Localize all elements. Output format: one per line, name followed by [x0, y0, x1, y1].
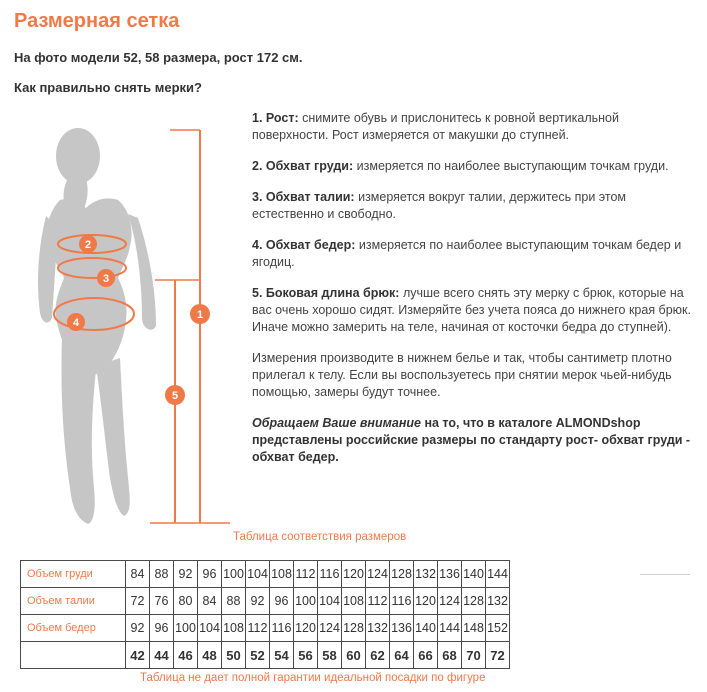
table-cell: 128	[342, 615, 366, 642]
table-row	[21, 642, 510, 669]
table-cell: 50	[222, 642, 246, 669]
table-cell: 116	[390, 588, 414, 615]
table-cell: 88	[150, 561, 174, 588]
table-cell: 52	[246, 642, 270, 669]
table-cell: 120	[342, 561, 366, 588]
table-cell: 70	[462, 642, 486, 669]
table-cell: 148	[462, 615, 486, 642]
svg-text:4: 4	[72, 317, 80, 329]
marker-4	[67, 313, 85, 331]
marker-3	[97, 269, 115, 287]
table-cell: 108	[342, 588, 366, 615]
table-cell: 68	[438, 642, 462, 669]
table-row	[21, 561, 510, 588]
table-row	[21, 615, 510, 642]
table-cell: 132	[366, 615, 390, 642]
measurement-note: Измерения производите в нижнем белье и так, чтобы сантиметр плотно прилегал к телу. Если вы воспользуетесь при снятии мерок чьей-нибудь помощью, замеры будут точнее.	[252, 351, 672, 399]
table-cell: 54	[270, 642, 294, 669]
size-table	[20, 560, 510, 669]
svg-text:5: 5	[171, 390, 179, 402]
table-cell: 84	[198, 588, 222, 615]
table-cell: 124	[438, 588, 462, 615]
instruction-hips: 4. Обхват бедер: измеряется по наиболее выступающим точкам бедер и ягодиц.	[252, 238, 682, 269]
table-cell: 100	[294, 588, 318, 615]
size-table-disclaimer: Таблица не дает полной гарантии идеальной посадки по фигуре	[140, 672, 486, 684]
table-cell: 92	[174, 561, 198, 588]
table-cell: 96	[150, 615, 174, 642]
table-cell: 100	[174, 615, 198, 642]
svg-text:1: 1	[196, 309, 204, 321]
instruction-waist: 3. Обхват талии: измеряется вокруг талии, держитесь при этом естественно и свободно.	[252, 190, 627, 221]
table-cell: 112	[294, 561, 318, 588]
table-cell: 116	[270, 615, 294, 642]
table-cell: 56	[294, 642, 318, 669]
table-cell: 132	[414, 561, 438, 588]
table-cell: 124	[318, 615, 342, 642]
table-cell: 60	[342, 642, 366, 669]
table-cell: 104	[318, 588, 342, 615]
table-cell: 92	[246, 588, 270, 615]
table-cell: 140	[414, 615, 438, 642]
table-cell: 80	[174, 588, 198, 615]
table-cell: 152	[486, 615, 510, 642]
table-cell: 62	[366, 642, 390, 669]
table-cell: 42	[126, 642, 150, 669]
svg-text:3: 3	[102, 273, 110, 285]
table-cell: 112	[366, 588, 390, 615]
table-cell: 120	[414, 588, 438, 615]
instruction-height: 1. Рост: снимите обувь и прислонитесь к ровной вертикальной поверхности. Рост измеряется от макушки до ступней.	[252, 111, 619, 142]
table-cell: 88	[222, 588, 246, 615]
body-figure-illustration	[20, 108, 250, 533]
table-cell: 136	[438, 561, 462, 588]
measure-question: Как правильно снять мерки?	[14, 80, 202, 95]
table-cell: 140	[462, 561, 486, 588]
table-cell: 58	[318, 642, 342, 669]
table-cell: 144	[486, 561, 510, 588]
table-cell: 96	[198, 561, 222, 588]
row-label	[21, 642, 126, 669]
table-cell: 128	[462, 588, 486, 615]
row-label: Объем талии	[21, 588, 126, 615]
table-cell: 104	[246, 561, 270, 588]
table-cell: 112	[246, 615, 270, 642]
table-cell: 92	[126, 615, 150, 642]
table-cell: 104	[198, 615, 222, 642]
table-cell: 64	[390, 642, 414, 669]
table-cell: 100	[222, 561, 246, 588]
table-cell: 72	[126, 588, 150, 615]
table-cell: 66	[414, 642, 438, 669]
table-divider	[640, 574, 690, 575]
instruction-trousers: 5. Боковая длина брюк: лучше всего снять эту мерку с брюк, которые на вас очень хорошо сидят. Измеряйте без учета пояса до нижнего края брюк. Иначе можно замерить на теле, начиная от косточки бедра до ступней).	[252, 286, 691, 334]
instruction-chest: 2. Обхват груди: измеряется по наиболее выступающим точкам груди.	[252, 159, 669, 173]
table-row	[21, 588, 510, 615]
size-table-caption: Таблица соответствия размеров	[233, 531, 407, 543]
table-cell: 108	[270, 561, 294, 588]
table-cell: 76	[150, 588, 174, 615]
table-cell: 44	[150, 642, 174, 669]
table-cell: 116	[318, 561, 342, 588]
marker-1	[190, 304, 210, 324]
catalog-notice: Обращаем Ваше внимание на то, что в каталоге ALMONDshop представлены российские размеры по стандарту рост- обхват груди - обхват бедер.	[252, 416, 691, 464]
table-cell: 136	[390, 615, 414, 642]
table-cell: 132	[486, 588, 510, 615]
table-cell: 84	[126, 561, 150, 588]
table-cell: 46	[174, 642, 198, 669]
table-cell: 124	[366, 561, 390, 588]
model-info: На фото модели 52, 58 размера, рост 172 см.	[14, 50, 303, 65]
table-cell: 96	[270, 588, 294, 615]
row-label: Объем бедер	[21, 615, 126, 642]
table-cell: 72	[486, 642, 510, 669]
table-cell: 120	[294, 615, 318, 642]
svg-text:2: 2	[84, 239, 92, 251]
table-cell: 144	[438, 615, 462, 642]
table-cell: 108	[222, 615, 246, 642]
female-silhouette	[38, 128, 156, 524]
table-cell: 48	[198, 642, 222, 669]
table-cell: 128	[390, 561, 414, 588]
page-title: Размерная сетка	[14, 10, 180, 32]
marker-2	[79, 235, 97, 253]
marker-5	[165, 385, 185, 405]
row-label: Объем груди	[21, 561, 126, 588]
measurement-instructions	[252, 110, 692, 480]
